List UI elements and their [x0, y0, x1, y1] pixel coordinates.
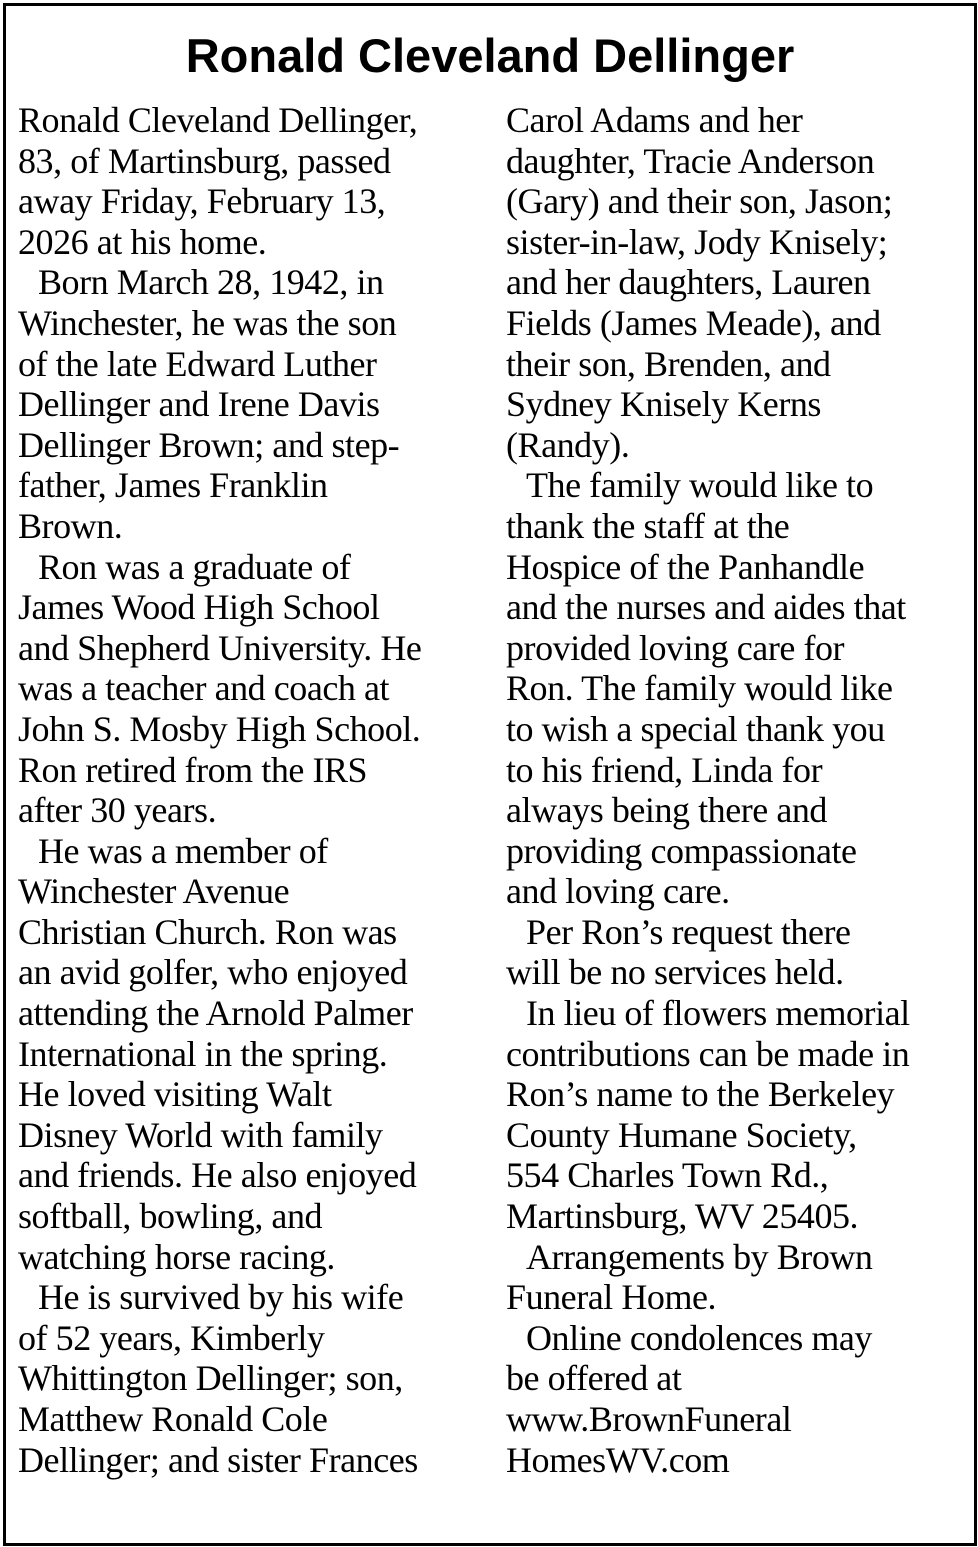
text-line: Winchester Avenue	[18, 871, 290, 912]
text-line: after 30 years.	[18, 790, 217, 831]
text-line: of 52 years, Kimberly	[18, 1317, 325, 1358]
text-line: Ronald Cleveland Dellinger,	[18, 100, 418, 140]
text-line: an avid golfer, who enjoyed	[18, 952, 408, 993]
text-line: attending the Arnold Palmer	[18, 993, 413, 1034]
text-line: to his friend, Linda for	[506, 749, 823, 790]
text-line: Born March 28, 1942, in	[38, 262, 384, 303]
text-line: Sydney Knisely Kerns	[506, 384, 821, 425]
text-line: sister-in-law, Jody Knisely;	[506, 221, 888, 262]
left-text-column	[18, 100, 488, 1480]
text-line: watching horse racing.	[18, 1236, 335, 1277]
text-line: Martinsburg, WV 25405.	[506, 1196, 859, 1237]
right-text-column	[506, 100, 968, 1480]
text-line: John S. Mosby High School.	[18, 708, 421, 749]
text-line: He is survived by his wife	[38, 1277, 404, 1318]
text-line: Winchester, he was the son	[18, 302, 397, 343]
text-line: Dellinger Brown; and step-	[18, 424, 400, 465]
text-line: away Friday, February 13,	[18, 181, 386, 222]
text-line: Ron was a graduate of	[38, 546, 351, 587]
text-line: and friends. He also enjoyed	[18, 1155, 417, 1196]
text-line: Fields (James Meade), and	[506, 302, 881, 343]
text-line: Christian Church. Ron was	[18, 911, 397, 952]
text-line: Whittington Dellinger; son,	[18, 1358, 403, 1399]
text-line: and her daughters, Lauren	[506, 262, 871, 303]
text-line: Dellinger and Irene Davis	[18, 384, 380, 425]
text-line: was a teacher and coach at	[18, 668, 390, 709]
text-line: Hospice of the Panhandle	[506, 546, 865, 587]
text-line: and the nurses and aides that	[506, 587, 906, 628]
text-line: Carol Adams and her	[506, 100, 803, 140]
text-line: and loving care.	[506, 871, 730, 912]
text-line: Funeral Home.	[506, 1277, 717, 1318]
text-line: Ron retired from the IRS	[18, 749, 368, 790]
text-line: International in the spring.	[18, 1033, 388, 1074]
text-line: Ron. The family would like	[506, 668, 893, 709]
text-line: Per Ron’s request there	[526, 911, 851, 952]
text-line: 2026 at his home.	[18, 221, 267, 262]
text-line: 83, of Martinsburg, passed	[18, 140, 391, 181]
text-line: The family would like to	[526, 465, 874, 506]
text-line: thank the staff at the	[506, 505, 790, 546]
text-line: Disney World with family	[18, 1114, 383, 1155]
text-line: father, James Franklin	[18, 465, 328, 506]
text-line: 554 Charles Town Rd.,	[506, 1155, 829, 1196]
text-line: their son, Brenden, and	[506, 343, 831, 384]
text-line: www.BrownFuneral	[506, 1399, 792, 1439]
text-line: contributions can be made in	[506, 1033, 910, 1074]
text-line: of the late Edward Luther	[18, 343, 377, 384]
text-line: softball, bowling, and	[18, 1196, 323, 1237]
text-line: In lieu of flowers memorial	[526, 993, 910, 1034]
obituary-title: Ronald Cleveland Dellinger	[185, 29, 795, 82]
obituary-frame	[3, 3, 977, 1546]
text-line: daughter, Tracie Anderson	[506, 140, 875, 181]
text-line: and Shepherd University. He	[18, 627, 422, 668]
text-line: to wish a special thank you	[506, 708, 885, 749]
text-line: will be no services held.	[506, 952, 844, 993]
text-line: County Humane Society,	[506, 1114, 857, 1155]
text-line: providing compassionate	[506, 830, 857, 871]
text-line: Ron’s name to the Berkeley	[506, 1074, 895, 1115]
text-line: provided loving care for	[506, 627, 845, 668]
text-line: Dellinger; and sister Frances	[18, 1439, 418, 1480]
text-line: Online condolences may	[526, 1317, 872, 1358]
text-line: He loved visiting Walt	[18, 1074, 332, 1115]
text-line: James Wood High School	[18, 587, 380, 628]
text-line: HomesWV.com	[506, 1439, 730, 1480]
text-line: Arrangements by Brown	[526, 1236, 873, 1277]
text-line: (Randy).	[506, 424, 630, 465]
text-line: Matthew Ronald Cole	[18, 1399, 328, 1439]
text-line: Brown.	[18, 505, 123, 546]
text-line: be offered at	[506, 1358, 682, 1399]
text-line: (Gary) and their son, Jason;	[506, 181, 893, 222]
text-line: always being there and	[506, 790, 827, 831]
text-line: He was a member of	[38, 830, 328, 871]
